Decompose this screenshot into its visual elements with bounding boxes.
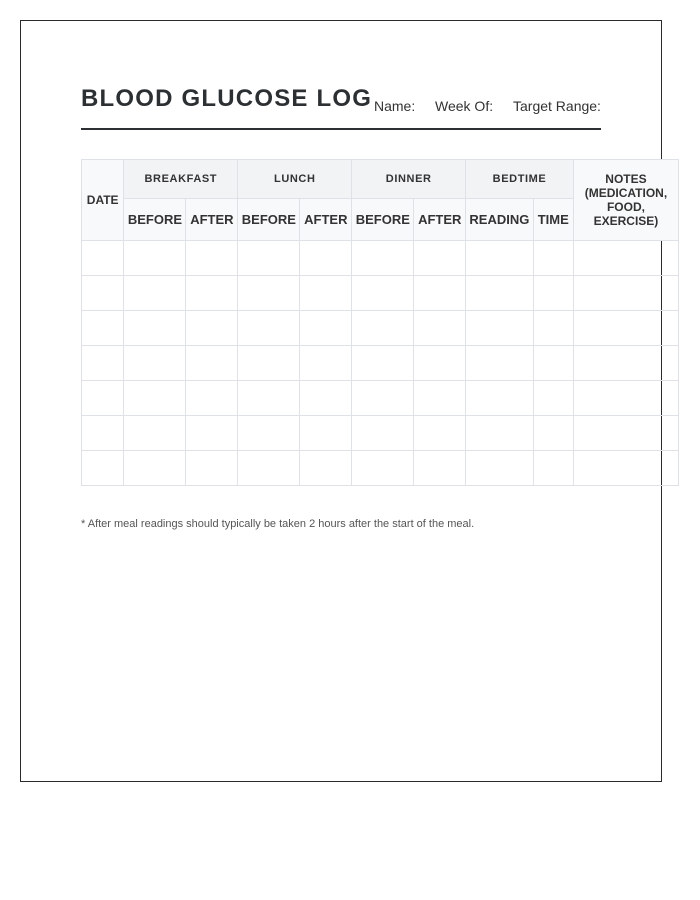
log-entry-cell[interactable] [300, 416, 352, 451]
log-entry-cell[interactable] [352, 346, 414, 381]
dinner-after-header: AFTER [414, 199, 466, 241]
log-entry-cell[interactable] [573, 241, 678, 276]
week-of-field-label: Week Of: [435, 98, 494, 114]
log-entry-cell[interactable] [300, 451, 352, 486]
log-entry-cell[interactable] [414, 346, 466, 381]
log-entry-cell[interactable] [466, 241, 533, 276]
log-entry-cell[interactable] [300, 346, 352, 381]
log-entry-cell[interactable] [124, 346, 186, 381]
log-entry-cell[interactable] [238, 451, 300, 486]
log-entry-cell[interactable] [300, 381, 352, 416]
log-entry-cell[interactable] [186, 276, 238, 311]
log-entry-cell[interactable] [300, 241, 352, 276]
log-entry-cell[interactable] [533, 241, 573, 276]
bedtime-time-header: TIME [533, 199, 573, 241]
log-entry-cell[interactable] [238, 346, 300, 381]
breakfast-after-header: AFTER [186, 199, 238, 241]
document-header [81, 84, 601, 130]
table-row [82, 241, 679, 276]
log-entry-cell[interactable] [533, 451, 573, 486]
log-entry-cell[interactable] [238, 311, 300, 346]
log-entry-cell[interactable] [238, 276, 300, 311]
log-entry-cell[interactable] [466, 381, 533, 416]
log-entry-cell[interactable] [238, 241, 300, 276]
log-entry-cell[interactable] [414, 416, 466, 451]
log-entry-cell[interactable] [124, 311, 186, 346]
log-entry-cell[interactable] [573, 276, 678, 311]
notes-header: NOTES (MEDICATION, FOOD, EXERCISE) [573, 160, 678, 241]
log-entry-cell[interactable] [533, 416, 573, 451]
lunch-header: LUNCH [238, 160, 352, 199]
log-entry-cell[interactable] [82, 241, 124, 276]
log-entry-cell[interactable] [82, 381, 124, 416]
log-entry-cell[interactable] [124, 241, 186, 276]
log-entry-cell[interactable] [466, 451, 533, 486]
log-entry-cell[interactable] [82, 451, 124, 486]
log-entry-cell[interactable] [82, 311, 124, 346]
breakfast-header: BREAKFAST [124, 160, 238, 199]
log-entry-cell[interactable] [186, 311, 238, 346]
lunch-before-header: BEFORE [238, 199, 300, 241]
glucose-log-table [81, 159, 679, 486]
dinner-header: DINNER [352, 160, 466, 199]
log-entry-cell[interactable] [238, 381, 300, 416]
bedtime-reading-header: READING [466, 199, 533, 241]
log-entry-cell[interactable] [186, 381, 238, 416]
log-entry-cell[interactable] [573, 416, 678, 451]
dinner-before-header: BEFORE [352, 199, 414, 241]
footnote: * After meal readings should typically be taken 2 hours after the start of the meal. [81, 518, 475, 530]
log-entry-cell[interactable] [414, 381, 466, 416]
log-entry-cell[interactable] [352, 311, 414, 346]
log-entry-cell[interactable] [533, 381, 573, 416]
log-entry-cell[interactable] [352, 381, 414, 416]
table-row [82, 381, 679, 416]
log-entry-cell[interactable] [300, 276, 352, 311]
log-entry-cell[interactable] [124, 381, 186, 416]
log-entry-cell[interactable] [573, 311, 678, 346]
log-entry-cell[interactable] [300, 311, 352, 346]
log-entry-cell[interactable] [124, 451, 186, 486]
log-entry-cell[interactable] [573, 451, 678, 486]
page-title: BLOOD GLUCOSE LOG [81, 85, 373, 112]
log-entry-cell[interactable] [414, 311, 466, 346]
table-row [82, 416, 679, 451]
log-entry-cell[interactable] [533, 346, 573, 381]
log-entry-cell[interactable] [124, 276, 186, 311]
log-entry-cell[interactable] [533, 311, 573, 346]
log-entry-cell[interactable] [533, 276, 573, 311]
lunch-after-header: AFTER [300, 199, 352, 241]
log-entry-cell[interactable] [186, 241, 238, 276]
date-header: DATE [82, 160, 124, 241]
log-entry-cell[interactable] [414, 276, 466, 311]
log-entry-cell[interactable] [573, 346, 678, 381]
table-row [82, 311, 679, 346]
log-entry-cell[interactable] [466, 416, 533, 451]
log-entry-cell[interactable] [82, 276, 124, 311]
breakfast-before-header: BEFORE [124, 199, 186, 241]
log-entry-cell[interactable] [186, 451, 238, 486]
log-entry-cell[interactable] [414, 451, 466, 486]
log-body [82, 241, 679, 486]
log-entry-cell[interactable] [466, 346, 533, 381]
log-entry-cell[interactable] [82, 416, 124, 451]
log-entry-cell[interactable] [352, 241, 414, 276]
target-range-field-label: Target Range: [513, 98, 601, 114]
log-entry-cell[interactable] [186, 346, 238, 381]
table-row [82, 276, 679, 311]
name-field-label: Name: [374, 98, 416, 114]
log-entry-cell[interactable] [352, 276, 414, 311]
log-entry-cell[interactable] [186, 416, 238, 451]
log-entry-cell[interactable] [352, 416, 414, 451]
log-entry-cell[interactable] [466, 311, 533, 346]
log-entry-cell[interactable] [82, 346, 124, 381]
table-row [82, 451, 679, 486]
bedtime-header: BEDTIME [466, 160, 574, 199]
log-entry-cell[interactable] [573, 381, 678, 416]
table-row [82, 346, 679, 381]
log-entry-cell[interactable] [414, 241, 466, 276]
log-entry-cell[interactable] [124, 416, 186, 451]
log-entry-cell[interactable] [352, 451, 414, 486]
group-header-row [82, 160, 679, 199]
log-entry-cell[interactable] [238, 416, 300, 451]
log-entry-cell[interactable] [466, 276, 533, 311]
